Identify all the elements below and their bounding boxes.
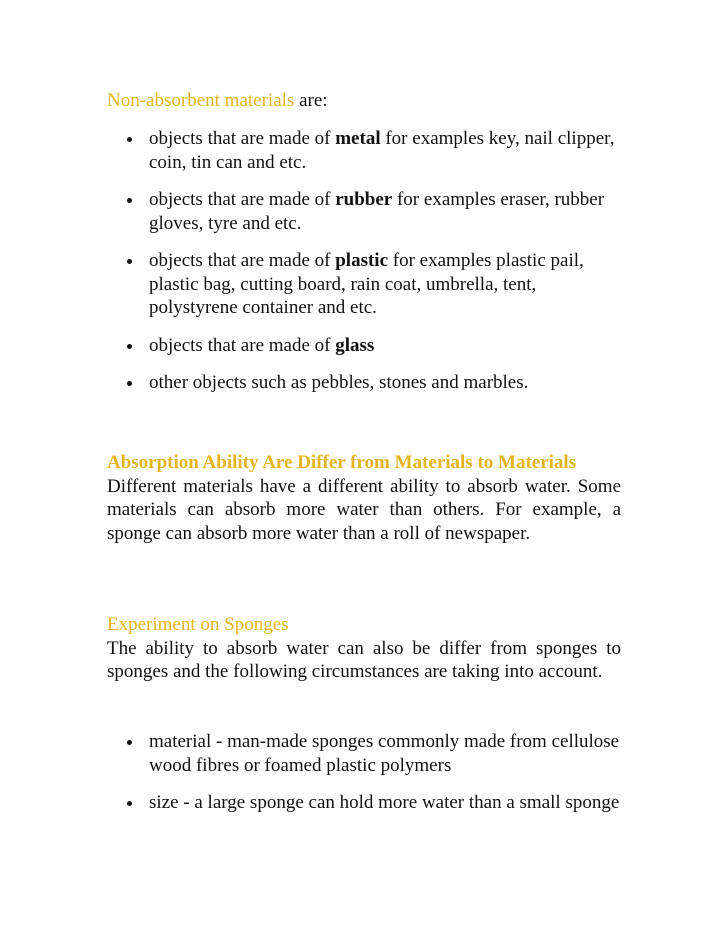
bullet-icon bbox=[127, 259, 132, 264]
section-paragraph: The ability to absorb water can also be differ from sponges to sponges and the following circumstances are taking into account. bbox=[107, 637, 621, 682]
list-item bbox=[107, 730, 621, 777]
section-heading: Experiment on Sponges bbox=[107, 614, 289, 635]
list-item bbox=[107, 371, 621, 395]
item-bold: plastic bbox=[335, 250, 389, 271]
bullet-icon bbox=[127, 801, 132, 806]
item-text: objects that are made of bbox=[149, 128, 336, 149]
item-text: for examples plastic pail, plastic bag, cutting board, rain coat, umbrella, tent, polystyrene container and etc. bbox=[149, 250, 584, 318]
bullet-icon bbox=[127, 344, 132, 349]
item-text: for examples eraser, rubber gloves, tyre and etc. bbox=[149, 189, 605, 234]
intro-line bbox=[107, 89, 328, 113]
bullet-icon bbox=[127, 740, 132, 745]
intro-highlight: Non-absorbent materials bbox=[107, 90, 295, 111]
section-experiment-sponges bbox=[107, 613, 621, 684]
section-paragraph: Different materials have a different ability to absorb water. Some materials can absorb more water than others. For example, a sponge can absorb more water than a roll of newspaper. bbox=[107, 475, 621, 544]
item-text: material - man-made sponges commonly made from cellulose wood fibres or foamed plastic polymers bbox=[149, 731, 620, 776]
item-bold: rubber bbox=[335, 189, 393, 210]
item-text: objects that are made of bbox=[149, 334, 336, 356]
item-text: for examples key, nail clipper, coin, tin can and etc. bbox=[149, 128, 615, 173]
list-item bbox=[107, 334, 621, 358]
item-bold: metal bbox=[335, 128, 381, 149]
item-text: other objects such as pebbles, stones and marbles. bbox=[149, 372, 529, 393]
item-bold: glass bbox=[335, 334, 375, 356]
list-item bbox=[107, 791, 621, 815]
bullet-icon bbox=[127, 137, 132, 142]
list-item bbox=[107, 249, 621, 320]
item-text: objects that are made of bbox=[149, 250, 336, 271]
list-item bbox=[107, 127, 621, 174]
bullet-icon bbox=[127, 198, 132, 203]
list-item bbox=[107, 188, 621, 235]
sponge-circumstances-list bbox=[107, 730, 621, 829]
section-absorption-ability bbox=[107, 451, 621, 545]
bullet-icon bbox=[127, 381, 132, 386]
non-absorbent-list bbox=[107, 127, 621, 409]
item-text: size - a large sponge can hold more water than a small sponge bbox=[149, 792, 620, 813]
intro-rest: are: bbox=[294, 90, 328, 111]
section-heading: Absorption Ability Are Differ from Materials to Materials bbox=[107, 452, 577, 473]
item-text: objects that are made of bbox=[149, 189, 336, 210]
